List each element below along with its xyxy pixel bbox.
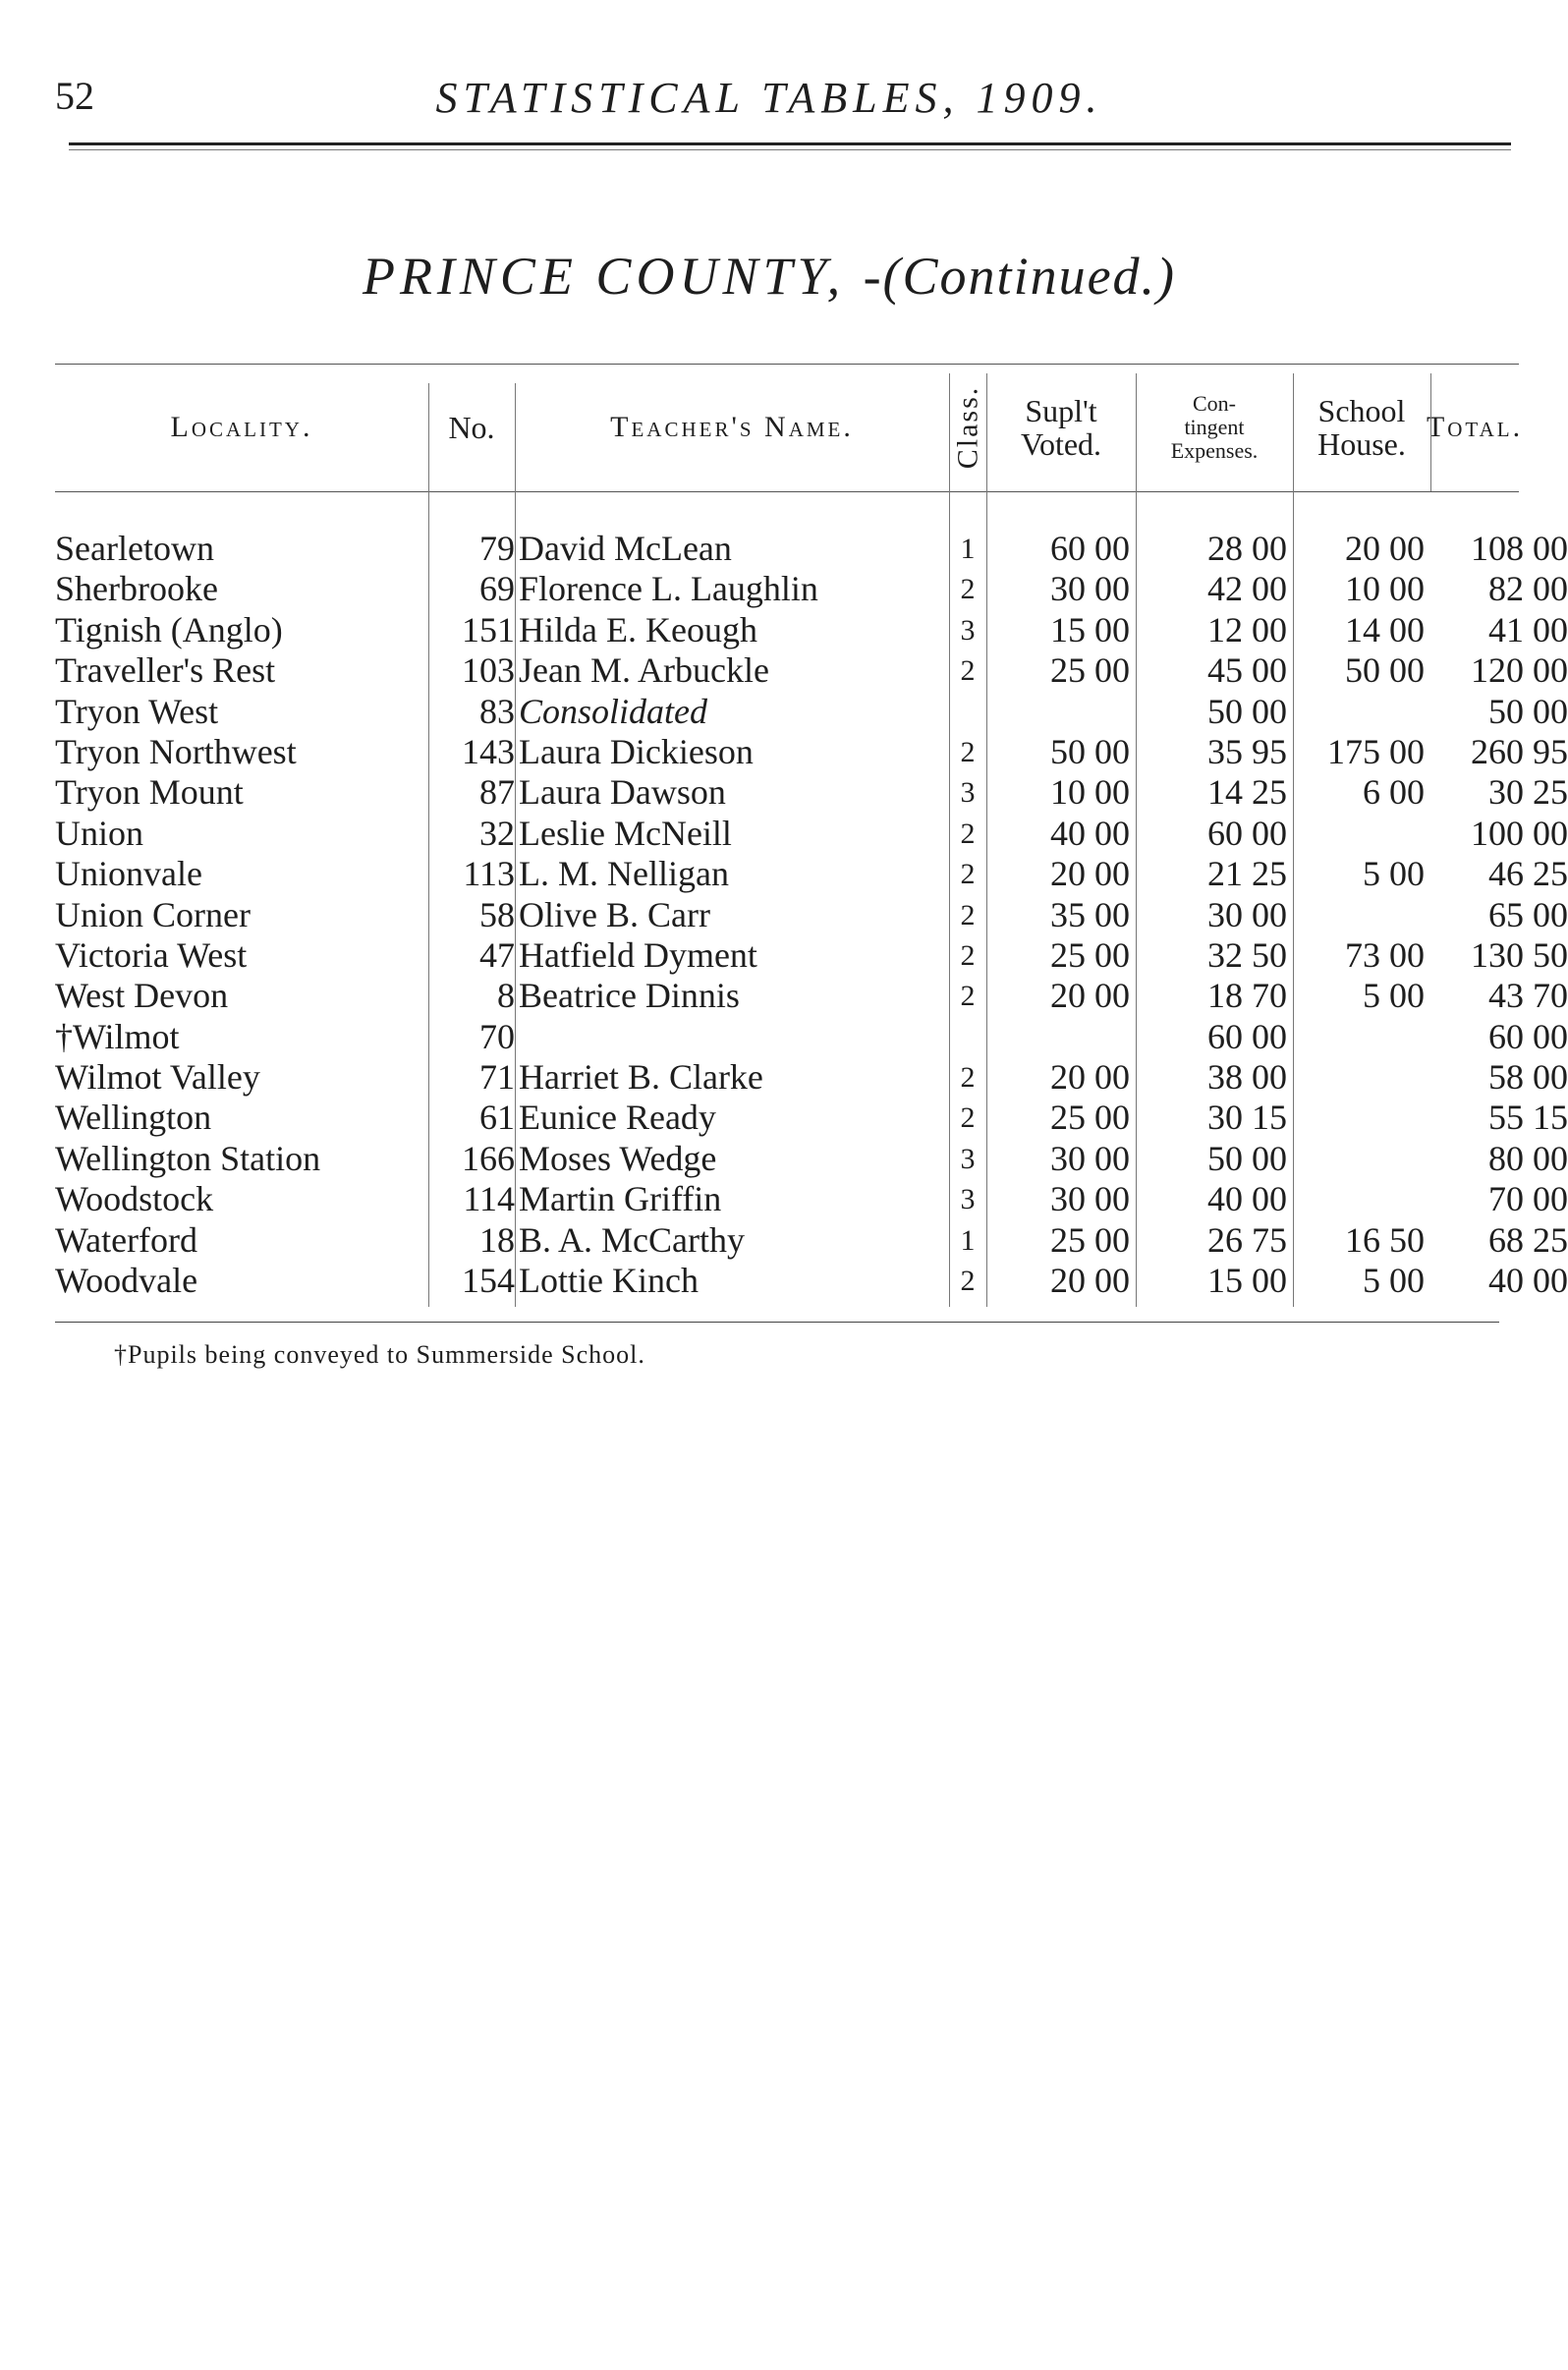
table-row <box>55 1179 1568 1219</box>
contingent-expenses-cell: 26 75 <box>1207 1219 1287 1260</box>
total-cell: 41 00 <box>1488 609 1568 649</box>
table-row <box>55 650 1568 691</box>
locality-cell: Wellington <box>55 1098 212 1138</box>
total-cell: 30 25 <box>1488 772 1568 813</box>
contingent-expenses-cell: 50 00 <box>1207 1138 1287 1178</box>
teacher-name-cell: Lottie Kinch <box>519 1261 699 1301</box>
locality-cell: Victoria West <box>55 934 248 975</box>
school-house-cell: 5 00 <box>1363 976 1425 1016</box>
class-cell: 1 <box>960 533 976 565</box>
supl-voted-cell: 25 00 <box>1050 1219 1130 1260</box>
supl-voted-cell: 60 00 <box>1050 529 1130 568</box>
column-header-total: Total. <box>1426 411 1524 443</box>
table-row <box>55 976 1568 1016</box>
total-cell: 55 15 <box>1488 1098 1568 1138</box>
table-row <box>55 731 1568 772</box>
locality-cell: Unionvale <box>55 854 202 894</box>
locality-cell: Woodstock <box>55 1179 214 1219</box>
number-cell: 154 <box>462 1261 515 1301</box>
contingent-expenses-cell: 45 00 <box>1207 650 1287 691</box>
number-cell: 8 <box>497 976 515 1016</box>
locality-cell: Tignish (Anglo) <box>55 609 283 649</box>
contingent-expenses-cell: 50 00 <box>1207 691 1287 731</box>
class-cell: 2 <box>960 1061 976 1095</box>
class-cell: 3 <box>960 613 976 647</box>
supl-voted-cell: 10 00 <box>1050 772 1130 813</box>
locality-cell: Traveller's Rest <box>55 650 276 691</box>
teacher-name-cell: Laura Dickieson <box>519 731 754 771</box>
column-header-class: Class. <box>951 385 984 470</box>
contingent-expenses-cell: 60 00 <box>1207 813 1287 853</box>
column-header-no: No. <box>448 410 495 445</box>
contingent-expenses-cell: 38 00 <box>1207 1057 1287 1098</box>
number-cell: 79 <box>479 529 515 568</box>
teacher-name-cell: Moses Wedge <box>519 1138 717 1178</box>
teacher-name-cell: Eunice Ready <box>519 1098 716 1138</box>
number-cell: 70 <box>479 1016 515 1056</box>
locality-cell: Woodvale <box>55 1261 198 1301</box>
table-row <box>55 854 1568 894</box>
supl-voted-cell: 40 00 <box>1050 813 1130 853</box>
supl-voted-cell: 25 00 <box>1050 1098 1130 1138</box>
locality-cell: Sherbrooke <box>55 569 218 609</box>
footnote: †Pupils being conveyed to Summerside School. <box>114 1340 645 1369</box>
supl-voted-cell: 20 00 <box>1050 1261 1130 1301</box>
table-header-bottom-rule <box>55 491 1519 492</box>
total-cell: 108 00 <box>1471 529 1568 568</box>
supl-voted-cell: 15 00 <box>1050 609 1130 649</box>
table-row <box>55 609 1568 650</box>
column-header-school-house: School House. <box>1317 393 1406 462</box>
locality-cell: West Devon <box>55 976 229 1016</box>
teacher-name-cell: Martin Griffin <box>519 1179 722 1219</box>
table-row <box>55 569 1568 609</box>
contingent-expenses-cell: 18 70 <box>1207 976 1287 1016</box>
county-name: PRINCE COUNTY, <box>362 247 846 306</box>
running-title: STATISTICAL TABLES, 1909. <box>435 74 1103 122</box>
teacher-name-cell: Beatrice Dinnis <box>519 976 740 1016</box>
school-house-cell: 20 00 <box>1345 529 1425 568</box>
total-cell: 65 00 <box>1488 894 1568 934</box>
total-cell: 80 00 <box>1488 1138 1568 1178</box>
number-cell: 151 <box>462 609 515 649</box>
school-house-cell: 5 00 <box>1363 1261 1425 1301</box>
table-bottom-rule <box>55 1322 1499 1323</box>
table-row <box>55 813 1568 854</box>
contingent-expenses-cell: 35 95 <box>1207 731 1287 771</box>
class-cell: 2 <box>960 1265 976 1298</box>
supl-voted-cell: 20 00 <box>1050 1057 1130 1098</box>
contingent-expenses-cell: 14 25 <box>1207 772 1287 813</box>
teacher-name-cell: Olive B. Carr <box>519 894 710 934</box>
table-row <box>55 1057 1568 1098</box>
continued-label: -(Continued.) <box>863 247 1177 306</box>
column-header-contingent: Con- tingent Expenses. <box>1170 391 1259 463</box>
table-row <box>55 691 1568 732</box>
number-cell: 47 <box>479 934 515 975</box>
table-body <box>55 529 1568 1301</box>
class-cell: 2 <box>960 980 976 1013</box>
class-cell: 2 <box>960 1101 976 1135</box>
total-cell: 40 00 <box>1488 1261 1568 1301</box>
number-cell: 166 <box>462 1138 515 1178</box>
total-cell: 60 00 <box>1488 1016 1568 1056</box>
total-cell: 260 95 <box>1471 731 1568 771</box>
supl-voted-cell: 20 00 <box>1050 854 1130 894</box>
table-row <box>55 1219 1568 1261</box>
supl-voted-cell: 25 00 <box>1050 650 1130 691</box>
class-cell: 2 <box>960 858 976 891</box>
number-cell: 71 <box>479 1057 515 1098</box>
teacher-name-cell: Hatfield Dyment <box>519 934 757 975</box>
school-house-cell: 50 00 <box>1345 650 1425 691</box>
teacher-name-cell: Leslie McNeill <box>519 813 732 853</box>
school-house-cell: 175 00 <box>1327 731 1425 771</box>
column-header-teacher: Teacher's Name. <box>610 411 854 443</box>
class-cell: 2 <box>960 938 976 972</box>
school-house-cell: 5 00 <box>1363 854 1425 894</box>
locality-cell: Union <box>55 813 143 853</box>
supl-voted-cell: 25 00 <box>1050 934 1130 975</box>
total-cell: 82 00 <box>1488 569 1568 609</box>
total-cell: 130 50 <box>1471 934 1568 975</box>
class-cell: 3 <box>960 1142 976 1175</box>
table-row <box>55 1016 1568 1057</box>
school-house-cell: 10 00 <box>1345 569 1425 609</box>
table-row <box>55 1261 1568 1301</box>
supl-voted-cell: 30 00 <box>1050 1179 1130 1219</box>
contingent-expenses-cell: 32 50 <box>1207 934 1287 975</box>
contingent-expenses-cell: 30 00 <box>1207 894 1287 934</box>
contingent-expenses-cell: 60 00 <box>1207 1016 1287 1056</box>
table-row <box>55 894 1568 935</box>
total-cell: 58 00 <box>1488 1057 1568 1098</box>
class-cell: 2 <box>960 573 976 606</box>
table-row <box>55 934 1568 976</box>
locality-cell: Union Corner <box>55 894 251 934</box>
table-row <box>55 529 1568 569</box>
supl-voted-cell: 20 00 <box>1050 976 1130 1016</box>
contingent-expenses-cell: 28 00 <box>1207 529 1287 568</box>
teacher-name-cell: B. A. McCarthy <box>519 1219 745 1260</box>
teacher-name-cell: Harriet B. Clarke <box>519 1057 763 1098</box>
total-cell: 70 00 <box>1488 1179 1568 1219</box>
locality-cell: Tryon Northwest <box>55 731 297 771</box>
locality-cell: Wellington Station <box>55 1138 321 1178</box>
number-cell: 61 <box>479 1098 515 1138</box>
column-header-locality: Locality. <box>170 411 313 443</box>
number-cell: 58 <box>479 894 515 934</box>
column-header-supl-voted: Supl't Voted. <box>1020 393 1102 462</box>
contingent-expenses-cell: 30 15 <box>1207 1098 1287 1138</box>
number-cell: 103 <box>462 650 515 691</box>
teacher-name-cell: David McLean <box>519 529 732 568</box>
number-cell: 69 <box>479 569 515 609</box>
school-house-cell: 14 00 <box>1345 609 1425 649</box>
class-cell: 2 <box>960 817 976 850</box>
class-cell: 2 <box>960 735 976 768</box>
teacher-name-cell: Laura Dawson <box>519 772 726 813</box>
number-cell: 18 <box>479 1219 515 1260</box>
supl-voted-cell: 50 00 <box>1050 731 1130 771</box>
number-cell: 114 <box>463 1179 515 1219</box>
class-cell: 1 <box>960 1223 976 1257</box>
number-cell: 32 <box>479 813 515 853</box>
locality-cell: Tryon West <box>55 691 219 731</box>
locality-cell: †Wilmot <box>55 1016 180 1056</box>
page-number: 52 <box>55 74 94 118</box>
section-title <box>0 246 1539 307</box>
supl-voted-cell: 30 00 <box>1050 569 1130 609</box>
header-rule <box>69 142 1511 145</box>
number-cell: 143 <box>462 731 515 771</box>
class-cell: 3 <box>960 1183 976 1216</box>
class-cell: 2 <box>960 898 976 931</box>
teacher-name-cell: L. M. Nelligan <box>519 854 729 894</box>
total-cell: 43 70 <box>1488 976 1568 1016</box>
teacher-name-cell: Florence L. Laughlin <box>519 569 818 609</box>
total-cell: 100 00 <box>1471 813 1568 853</box>
supl-voted-cell: 35 00 <box>1050 894 1130 934</box>
table-row <box>55 1138 1568 1179</box>
locality-cell: Tryon Mount <box>55 772 244 813</box>
school-house-cell: 6 00 <box>1363 772 1425 813</box>
teacher-name-cell: Consolidated <box>519 691 708 731</box>
teacher-name-cell: Hilda E. Keough <box>519 609 757 649</box>
school-house-cell: 16 50 <box>1345 1219 1425 1260</box>
supl-voted-cell: 30 00 <box>1050 1138 1130 1178</box>
number-cell: 87 <box>479 772 515 813</box>
locality-cell: Wilmot Valley <box>55 1057 260 1098</box>
header-rule-thin <box>69 149 1511 150</box>
contingent-expenses-cell: 42 00 <box>1207 569 1287 609</box>
total-cell: 50 00 <box>1488 691 1568 731</box>
number-cell: 83 <box>479 691 515 731</box>
table-row <box>55 1098 1568 1138</box>
school-house-cell: 73 00 <box>1345 934 1425 975</box>
teacher-name-cell: Jean M. Arbuckle <box>519 650 769 691</box>
locality-cell: Searletown <box>55 529 214 568</box>
locality-cell: Waterford <box>55 1219 198 1260</box>
class-cell: 2 <box>960 654 976 688</box>
total-cell: 68 25 <box>1488 1219 1568 1260</box>
table-row <box>55 772 1568 813</box>
total-cell: 120 00 <box>1471 650 1568 691</box>
contingent-expenses-cell: 12 00 <box>1207 609 1287 649</box>
contingent-expenses-cell: 21 25 <box>1207 854 1287 894</box>
column-divider <box>1430 373 1431 491</box>
total-cell: 46 25 <box>1488 854 1568 894</box>
contingent-expenses-cell: 15 00 <box>1207 1261 1287 1301</box>
contingent-expenses-cell: 40 00 <box>1207 1179 1287 1219</box>
number-cell: 113 <box>463 854 515 894</box>
class-cell: 3 <box>960 776 976 810</box>
